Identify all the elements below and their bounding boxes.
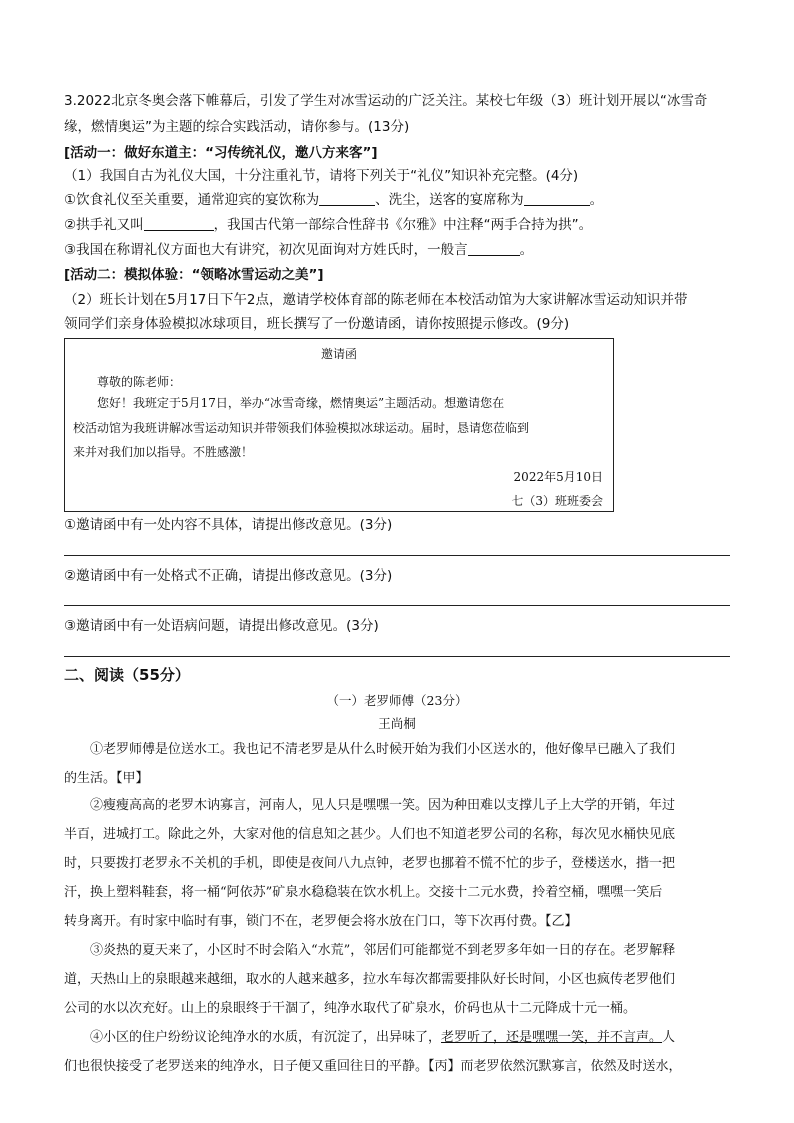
activity1-item2	[64, 212, 730, 238]
letter-body-line3: 来并对我们加以指导。不胜感激！	[73, 445, 254, 459]
article-author: 王尚桐	[378, 716, 416, 731]
item1-text-a: ①饮食礼仪至关重要，通常迎宾的宴饮称为	[64, 192, 320, 208]
answer-line-3[interactable]	[64, 656, 730, 657]
blank-gongshou-name[interactable]	[144, 216, 214, 231]
activity1-title: [活动一：做好东道主：“习传统礼仪，邀八方来客”]	[64, 145, 378, 161]
paragraph2-line1: ②瘦瘦高高的老罗木讷寡言，河南人，见人只是嘿嘿一笑。因为种田难以支撑儿子上大学的开销，年过	[90, 798, 676, 813]
answer-line-2[interactable]	[64, 605, 730, 606]
item3-text-b: 。	[519, 242, 534, 258]
paragraph2-line2: 半百，进城打工。除此之外，大家对他的信息知之甚少。人们也不知道老罗公司的名称，每次见水桶快见底	[64, 827, 676, 842]
article-title: （一）老罗师傅（23分）	[326, 693, 468, 708]
activity2-question2-line1: （2）班长计划在5月17日下午2点，邀请学校体育部的陈老师在本校活动馆为大家讲解冰雪运动知识并带	[64, 292, 688, 308]
reading-section-title: 二、阅读（55分）	[64, 666, 190, 684]
letter-date: 2022年5月10日	[513, 470, 603, 484]
paragraph3-line2: 道，天热山上的泉眼越来越细，取水的人越来越多，拉水车每次都需要排队好长时间，小区也疯传老罗他们	[64, 972, 676, 987]
activity1-item3	[64, 237, 730, 263]
letter-sender: 七（3）班班委会	[511, 494, 603, 508]
letter-title: 邀请函	[320, 347, 357, 361]
paragraph2-line5: 转身离开。有时家中临时有事，锁门不在，老罗便会将水放在门口，等下次再付费。【乙】	[64, 914, 578, 929]
letter-greeting: 尊敬的陈老师：	[97, 375, 182, 389]
paragraph3-line3: 公司的水以次充好。山上的泉眼终于干涸了，纯净水取代了矿泉水，价码也从十二元降成十元一桶。	[64, 1001, 637, 1016]
paragraph2-line3: 时，只要拨打老罗永不关机的手机，即使是夜间八九点钟，老罗也挪着不慌不忙的步子，登楼送水，揩一把	[64, 856, 676, 871]
p4-text-c: 人	[662, 1030, 676, 1045]
q3-intro-line1: 3.2022北京冬奥会落下帷幕后，引发了学生对冰雪运动的广泛关注。某校七年级（3）班计划开展以“冰雪奇	[64, 93, 708, 109]
sub-question1: ①邀请函中有一处内容不具体，请提出修改意见。(3分)	[64, 517, 393, 533]
blank-surname-term[interactable]	[468, 241, 520, 256]
activity1-question1: （1）我国自古为礼仪大国，十分注重礼节，请将下列关于“礼仪”知识补充完整。(4分)	[64, 168, 579, 184]
item1-text-c: 。	[589, 192, 604, 208]
paragraph1-line2: 的生活。【甲】	[64, 771, 149, 786]
activity1-item1	[64, 187, 730, 213]
q3-intro-line2: 缘，燃情奥运”为主题的综合实践活动，请你参与。(13分)	[64, 119, 410, 135]
p4-text-a: ④小区的住户纷纷议论纯净水的水质，有沉淀了，出异味了，	[90, 1030, 442, 1045]
p4-underlined-sentence: 老罗听了，还是嘿嘿一笑，并不言声。	[441, 1030, 663, 1045]
sub-question2: ②邀请函中有一处格式不正确，请提出修改意见。(3分)	[64, 568, 393, 584]
item2-text-b: ，我国古代第一部综合性辞书《尔雅》中注释“两手合持为拱”。	[213, 217, 593, 233]
paragraph3-line1: ③炎热的夏天来了，小区时不时会陷入“水荒”，邻居们可能都觉不到老罗多年如一日的存在。老罗解释	[90, 943, 676, 958]
letter-body-line2: 校活动馆为我班讲解冰雪运动知识并带领我们体验模拟冰球运动。届时，恳请您莅临到	[73, 421, 530, 435]
paragraph1-line1: ①老罗师傅是位送水工。我也记不清老罗是从什么时候开始为我们小区送水的，他好像早已融入了我们	[90, 742, 676, 757]
item3-text-a: ③我国在称谓礼仪方面也大有讲究，初次见面询对方姓氏时，一般言	[64, 242, 468, 258]
item2-text-a: ②拱手礼又叫	[64, 217, 144, 233]
item1-text-b: 、洗尘，送客的宴席称为	[375, 192, 524, 208]
activity2-question2-line2: 领同学们亲身体验模拟冰球项目，班长撰写了一份邀请函，请你按照提示修改。(9分)	[64, 316, 570, 332]
letter-body-line1: 您好！我班定于5月17日，举办“冰雪奇缘，燃情奥运”主题活动。想邀请您在	[97, 396, 505, 410]
paragraph2-line4: 汗，换上塑料鞋套，将一桶“阿依苏”矿泉水稳稳装在饮水机上。交接十二元水费，拎着空桶，嘿嘿一笑后	[64, 885, 663, 900]
activity2-title: [活动二：模拟体验：“领略冰雪运动之美”]	[64, 267, 324, 283]
paragraph4-line2: 们也很快接受了老罗送来的纯净水，日子便又重回往日的平静。【丙】而老罗依然沉默寡言，依然及时送水，	[64, 1059, 682, 1074]
blank-farewell-feast[interactable]	[524, 191, 590, 206]
answer-line-1[interactable]	[64, 555, 730, 556]
invitation-letter-box	[64, 338, 614, 512]
blank-welcome-feast[interactable]	[319, 191, 375, 206]
paragraph4-line1	[64, 1023, 730, 1052]
sub-question3: ③邀请函中有一处语病问题，请提出修改意见。(3分)	[64, 618, 379, 634]
